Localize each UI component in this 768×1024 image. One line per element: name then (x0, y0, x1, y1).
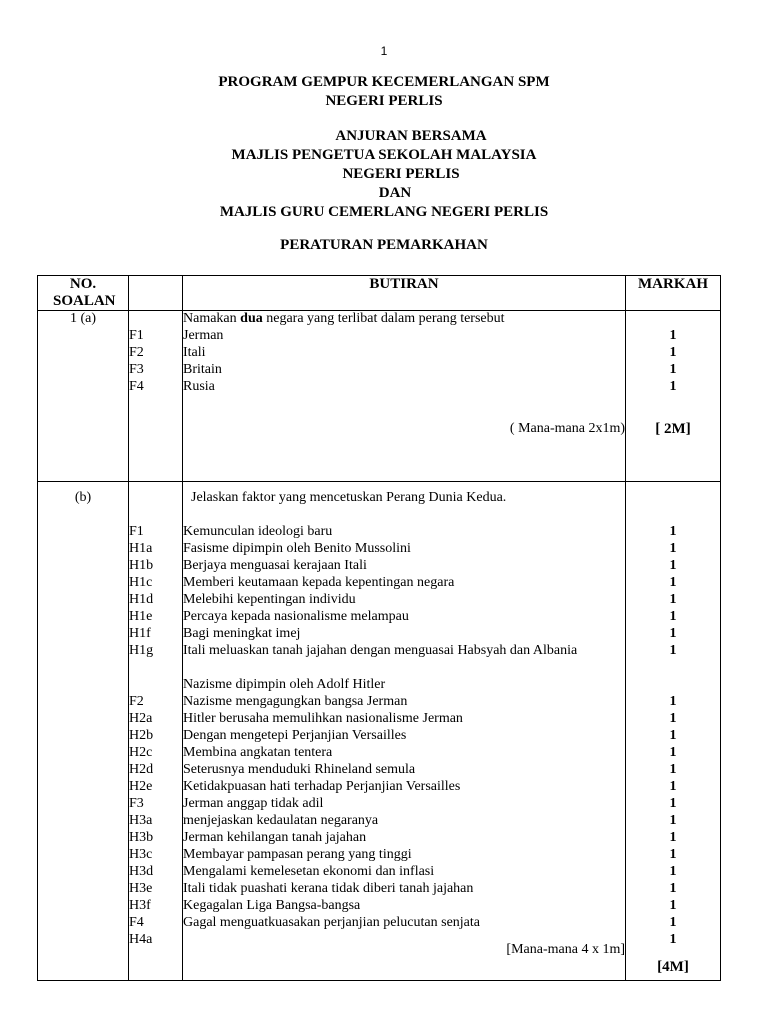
section-a-row (38, 311, 721, 482)
row-text: Britain (183, 362, 222, 377)
row-mark: 1 (669, 379, 677, 394)
row-mark: 1 (669, 881, 677, 896)
row-mark: 1 (669, 558, 677, 573)
row-text: Nazisme mengagungkan bangsa Jerman (183, 694, 408, 709)
section-b-codes (129, 482, 183, 981)
row-code: H3a (129, 813, 153, 828)
total-a: [ 2M] (655, 421, 691, 437)
row-code: F1 (129, 328, 144, 343)
row-mark: 1 (669, 345, 677, 360)
section-b-marks (626, 482, 721, 981)
question-number-a: 1 (a) (38, 311, 129, 482)
question-a-text: Namakan dua negara yang terlibat dalam perang tersebut (183, 311, 505, 326)
row-code: H4a (129, 932, 153, 947)
row-code: H1e (129, 609, 153, 624)
total-note-b: [Mana-mana 4 x 1m] (506, 942, 625, 957)
row-code: H1b (129, 558, 154, 573)
row-code: H2a (129, 711, 153, 726)
row-text: Membina angkatan tentera (183, 745, 333, 760)
row-mark: 1 (669, 524, 677, 539)
row-mark: 1 (669, 898, 677, 913)
row-text: Kegagalan Liga Bangsa-bangsa (183, 898, 361, 913)
row-text: Memberi keutamaan kepada kepentingan negara (183, 575, 455, 590)
section-b-row (38, 482, 721, 981)
header-no-soalan: NO. SOALAN (38, 276, 129, 311)
question-number-b: (b) (38, 482, 129, 981)
row-text: Hitler berusaha memulihkan nasionalisme Jerman (183, 711, 463, 726)
marking-scheme-table (37, 275, 721, 981)
row-text: Dengan mengetepi Perjanjian Versailles (183, 728, 407, 743)
row-text: Nazisme dipimpin oleh Adolf Hitler (183, 677, 386, 692)
row-code: H1g (129, 643, 154, 658)
row-text: menjejaskan kedaulatan negaranya (183, 813, 379, 828)
row-mark: 1 (669, 830, 677, 845)
row-text: Membayar pampasan perang yang tinggi (183, 847, 412, 862)
total-note-a: ( Mana-mana 2x1m) (509, 421, 625, 436)
row-text: Mengalami kemelesetan ekonomi dan inflasi (183, 864, 435, 879)
page-number: 1 (380, 44, 388, 58)
section-b-details (183, 482, 626, 981)
section-a-marks (626, 311, 721, 482)
row-code: H2b (129, 728, 154, 743)
row-text: Jerman anggap tidak adil (183, 796, 324, 811)
row-mark: 1 (669, 362, 677, 377)
row-code: H2d (129, 762, 154, 777)
row-text: Rusia (183, 379, 215, 394)
row-text: Percaya kepada nasionalisme melampau (183, 609, 409, 624)
row-code: F3 (129, 796, 144, 811)
title-line-1: PROGRAM GEMPUR KECEMERLANGAN SPM (218, 74, 550, 90)
row-mark: 1 (669, 609, 677, 624)
row-mark: 1 (669, 864, 677, 879)
row-code: F4 (129, 915, 144, 930)
row-code: H1a (129, 541, 153, 556)
row-mark: 1 (669, 813, 677, 828)
organizer-line-1: ANJURAN BERSAMA (335, 128, 487, 144)
row-mark: 1 (669, 762, 677, 777)
row-code: F2 (129, 694, 144, 709)
row-code: H3f (129, 898, 151, 913)
row-text: Jerman (183, 328, 224, 343)
title-line-2: NEGERI PERLIS (325, 93, 443, 109)
row-mark: 1 (669, 932, 677, 947)
row-text: Melebihi kepentingan individu (183, 592, 356, 607)
table-header-row (38, 276, 721, 311)
row-mark: 1 (669, 915, 677, 930)
row-mark: 1 (669, 728, 677, 743)
row-code: H3c (129, 847, 153, 862)
row-text: Jerman kehilangan tanah jajahan (183, 830, 367, 845)
row-text: Seterusnya menduduki Rhineland semula (183, 762, 416, 777)
row-text: Gagal menguatkuasakan perjanjian pelucutan senjata (183, 915, 480, 930)
row-mark: 1 (669, 779, 677, 794)
row-text: Bagi meningkat imej (183, 626, 301, 641)
header-butiran: BUTIRAN (183, 276, 626, 311)
row-code: F2 (129, 345, 144, 360)
row-code: H1d (129, 592, 154, 607)
row-mark: 1 (669, 711, 677, 726)
row-code: H3e (129, 881, 153, 896)
header-markah: MARKAH (626, 276, 721, 311)
organizer-line-5: MAJLIS GURU CEMERLANG NEGERI PERLIS (219, 204, 549, 220)
row-mark: 1 (669, 643, 677, 658)
row-mark: 1 (669, 847, 677, 862)
row-mark: 1 (669, 796, 677, 811)
row-code: F1 (129, 524, 144, 539)
row-code: H1c (129, 575, 153, 590)
organizer-line-4: DAN (378, 185, 412, 201)
row-mark: 1 (669, 541, 677, 556)
row-code: H1f (129, 626, 151, 641)
row-code: H3b (129, 830, 154, 845)
header-code (129, 276, 183, 311)
row-text: Kemunculan ideologi baru (183, 524, 333, 539)
row-text: Berjaya menguasai kerajaan Itali (183, 558, 367, 573)
organizer-block (0, 127, 768, 222)
row-text: Ketidakpuasan hati terhadap Perjanjian Versailles (183, 779, 461, 794)
row-mark: 1 (669, 745, 677, 760)
question-b-text: Jelaskan faktor yang mencetuskan Perang Dunia Kedua. (191, 490, 507, 505)
document-title-text: PERATURAN PEMARKAHAN (280, 237, 488, 253)
program-title (0, 73, 768, 111)
row-code: F3 (129, 362, 144, 377)
organizer-line-2: MAJLIS PENGETUA SEKOLAH MALAYSIA (231, 147, 537, 163)
row-code: H2c (129, 745, 153, 760)
row-text: Itali (183, 345, 206, 360)
row-code: H2e (129, 779, 153, 794)
row-text: Itali tidak puashati kerana tidak diberi tanah jajahan (183, 881, 474, 896)
section-a-details (183, 311, 626, 482)
row-mark: 1 (669, 575, 677, 590)
row-text: Itali meluaskan tanah jajahan dengan menguasai Habsyah dan Albania (183, 643, 578, 658)
row-mark: 1 (669, 328, 677, 343)
row-code: H3d (129, 864, 154, 879)
row-text: Fasisme dipimpin oleh Benito Mussolini (183, 541, 411, 556)
document-title (0, 236, 768, 255)
row-mark: 1 (669, 626, 677, 641)
organizer-line-3: NEGERI PERLIS (342, 166, 460, 182)
row-mark: 1 (669, 592, 677, 607)
row-mark: 1 (669, 694, 677, 709)
row-code: F4 (129, 379, 144, 394)
section-a-codes (129, 311, 183, 482)
total-b: [4M] (657, 959, 689, 975)
